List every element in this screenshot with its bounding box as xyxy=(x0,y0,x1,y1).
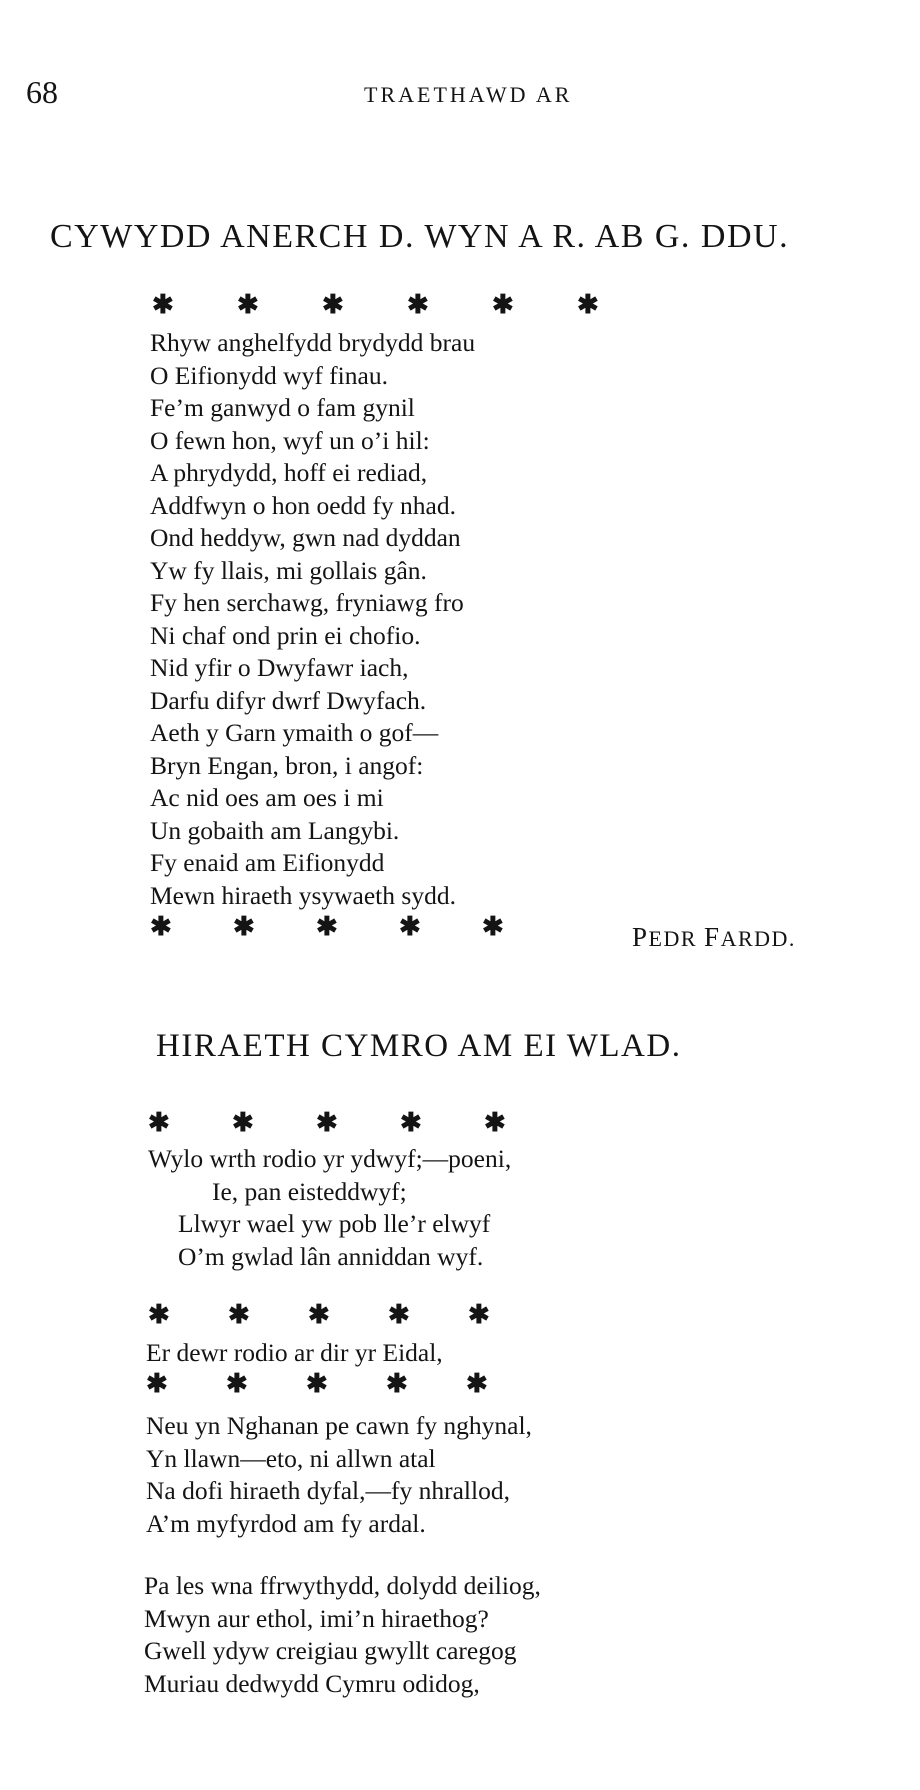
verse-line: Gwell ydyw creigiau gwyllt caregog xyxy=(144,1636,517,1665)
verse-line: Ond heddyw, gwn nad dyddan xyxy=(150,523,461,552)
asterisk: ✱ xyxy=(232,1108,254,1137)
verse-line: O’m gwlad lân anniddan wyf. xyxy=(178,1241,484,1271)
asterisk: ✱ xyxy=(233,912,255,941)
verse-line: Addfwyn o hon oedd fy nhad. xyxy=(150,490,456,520)
asterisk: ✱ xyxy=(400,1108,422,1137)
verse-line: Ie, pan eisteddwyf; xyxy=(212,1176,407,1206)
verse-line: Bryn Engan, bron, i angof: xyxy=(150,750,424,780)
verse-line: Yn llawn—eto, ni allwn atal xyxy=(146,1443,436,1473)
asterisk: ✱ xyxy=(466,1369,488,1398)
page-number: 68 xyxy=(26,74,58,110)
asterisk: ✱ xyxy=(577,290,599,319)
verse-line: Wylo wrth rodio yr ydwyf;—poeni, xyxy=(148,1144,512,1173)
verse-line: Mwyn aur ethol, imi’n hiraethog? xyxy=(144,1603,489,1633)
verse-line: Fy hen serchawg, fryniawg fro xyxy=(150,588,464,617)
asterisk: ✱ xyxy=(146,1369,168,1398)
asterisk: ✱ xyxy=(152,290,174,319)
poem-body xyxy=(150,327,475,912)
asterisk: ✱ xyxy=(148,1300,170,1329)
verse-line: Na dofi hiraeth dyfal,—fy nhrallod, xyxy=(146,1476,510,1505)
verse-line: Mewn hiraeth ysywaeth sydd. xyxy=(150,880,456,910)
asterisk: ✱ xyxy=(407,290,429,319)
asterisk: ✱ xyxy=(226,1369,248,1398)
asterisk: ✱ xyxy=(308,1300,330,1329)
asterism-divider xyxy=(148,1108,508,1137)
verse-line: A phrydydd, hoff ei rediad, xyxy=(150,458,428,487)
asterisk: ✱ xyxy=(482,912,504,941)
asterisk: ✱ xyxy=(316,1108,338,1137)
verse-line: Nid yfir o Dwyfawr iach, xyxy=(150,653,409,682)
verse-line: Ac nid oes am oes i mi xyxy=(150,783,384,812)
verse-line: O Eifionydd wyf finau. xyxy=(150,360,388,390)
stanza xyxy=(146,1337,443,1370)
verse-line: Llwyr wael yw pob lle’r elwyf xyxy=(178,1209,491,1238)
asterisk: ✱ xyxy=(468,1300,490,1329)
asterisk: ✱ xyxy=(484,1108,506,1137)
asterism-divider xyxy=(152,290,599,319)
asterisk: ✱ xyxy=(306,1369,328,1398)
asterisk: ✱ xyxy=(388,1300,410,1329)
stanza xyxy=(148,1143,511,1273)
asterisk: ✱ xyxy=(399,912,421,941)
stanza xyxy=(144,1570,541,1700)
asterisk: ✱ xyxy=(386,1369,408,1398)
asterisk: ✱ xyxy=(322,290,344,319)
verse-line: Pa les wna ffrwythydd, dolydd deiliog, xyxy=(144,1571,541,1600)
verse-line: Er dewr rodio ar dir yr Eidal, xyxy=(146,1338,443,1367)
asterism-divider xyxy=(146,1369,506,1398)
verse-line: O fewn hon, wyf un o’i hil: xyxy=(150,425,430,455)
verse-line: Un gobaith am Langybi. xyxy=(150,815,400,845)
poem-attribution: PEDR FARDD. xyxy=(632,922,796,952)
stanza xyxy=(146,1410,532,1540)
verse-line: Ni chaf ond prin ei chofio. xyxy=(150,620,421,650)
asterisk: ✱ xyxy=(150,912,172,941)
verse-line: Muriau dedwydd Cymru odidog, xyxy=(144,1668,480,1698)
asterisk: ✱ xyxy=(316,912,338,941)
verse-line: A’m myfyrdod am fy ardal. xyxy=(146,1508,426,1538)
verse-line: Rhyw anghelfydd brydydd brau xyxy=(150,328,476,357)
verse-line: Neu yn Nghanan pe cawn fy nghynal, xyxy=(146,1411,532,1440)
asterisk: ✱ xyxy=(237,290,259,319)
poem-title: HIRAETH CYMRO AM EI WLAD. xyxy=(156,1028,682,1064)
asterisk: ✱ xyxy=(228,1300,250,1329)
verse-line: Fe’m ganwyd o fam gynil xyxy=(150,393,415,422)
verse-line: Yw fy llais, mi gollais gân. xyxy=(150,555,427,585)
asterisk: ✱ xyxy=(148,1108,170,1137)
asterisk: ✱ xyxy=(492,290,514,319)
running-head: TRAETHAWD AR xyxy=(364,82,573,107)
verse-line: Fy enaid am Eifionydd xyxy=(150,848,385,877)
asterism-divider xyxy=(148,1300,508,1329)
poem-title: CYWYDD ANERCH D. WYN A R. AB G. DDU. xyxy=(50,218,790,255)
asterism-divider xyxy=(150,912,510,941)
verse-line: Aeth y Garn ymaith o gof— xyxy=(150,718,439,747)
verse-line: Darfu difyr dwrf Dwyfach. xyxy=(150,685,427,715)
